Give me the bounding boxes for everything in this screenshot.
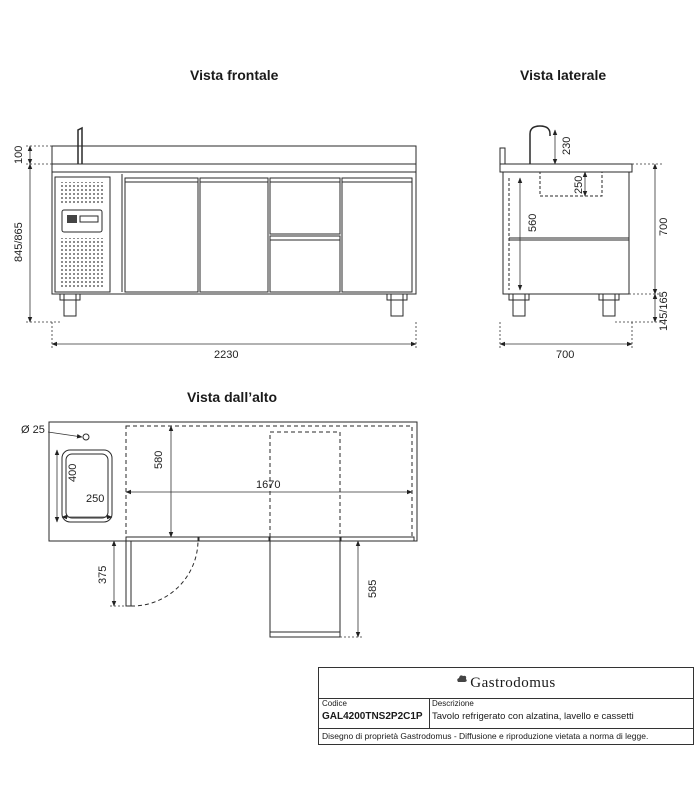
brand-name: Gastrodomus xyxy=(470,674,556,691)
side-body xyxy=(503,172,629,294)
side-foot-left xyxy=(513,294,525,316)
front-drawer-2 xyxy=(270,236,340,292)
top-dim-hole: Ø 25 xyxy=(21,424,45,436)
side-sink xyxy=(540,172,602,196)
top-dim-inner-depth: 580 xyxy=(153,450,165,469)
description-label: Descrizione xyxy=(432,699,474,708)
top-view xyxy=(49,422,417,637)
front-door-1 xyxy=(125,178,198,292)
front-foot-right xyxy=(391,294,403,316)
front-door-2 xyxy=(200,178,268,292)
side-dim-height: 700 xyxy=(658,217,670,236)
description-cell xyxy=(429,698,693,728)
code-label: Codice xyxy=(322,699,347,708)
code-value: GAL4200TNS2P2C1P xyxy=(322,711,423,722)
side-dim-feet: 145/165 xyxy=(658,291,670,331)
front-drawer-1 xyxy=(270,178,340,234)
top-dim-drawer-pull: 585 xyxy=(367,579,379,598)
side-upstand xyxy=(500,148,505,164)
top-dim-sink-width: 400 xyxy=(67,463,79,482)
front-worktop xyxy=(52,164,416,172)
chef-hat-icon xyxy=(456,674,468,684)
front-view-title: Vista frontale xyxy=(190,67,279,83)
side-view-title: Vista laterale xyxy=(520,67,607,83)
top-sink xyxy=(62,450,112,522)
side-dim-inner-height: 560 xyxy=(527,213,539,232)
front-vent-top xyxy=(60,182,105,204)
top-view-title: Vista dall’alto xyxy=(187,389,277,405)
front-foot-left xyxy=(64,294,76,316)
top-dim-sink-length: 250 xyxy=(86,493,105,505)
brand-logo xyxy=(319,668,693,699)
side-dim-tap: 230 xyxy=(561,136,573,155)
code-cell xyxy=(319,698,430,728)
front-dim-upstand: 100 xyxy=(13,145,25,164)
title-block-row xyxy=(319,698,693,729)
front-view xyxy=(52,128,416,316)
top-dim-door-swing: 375 xyxy=(97,565,109,584)
top-dim-inner-width: 1670 xyxy=(256,479,281,491)
title-block xyxy=(318,667,694,745)
front-upstand xyxy=(52,146,416,164)
top-drawer-open xyxy=(270,541,340,637)
ownership-notice: Disegno di proprietà Gastrodomus - Diffusione e riproduzione vietata a norma di legge. xyxy=(322,731,649,741)
top-worktop xyxy=(49,422,417,541)
description-value: Tavolo refrigerato con alzatina, lavello e cassetti xyxy=(432,711,634,722)
side-worktop xyxy=(500,164,632,172)
top-tap-hole xyxy=(83,434,89,440)
side-dim-sink-depth: 250 xyxy=(573,175,585,194)
front-vent-bottom xyxy=(60,238,105,288)
side-tap xyxy=(530,126,550,164)
top-drawer-extension xyxy=(270,432,340,537)
front-dim-height: 845/865 xyxy=(13,222,25,262)
top-door-arc xyxy=(131,541,198,606)
front-door-3 xyxy=(342,178,412,292)
side-foot-right xyxy=(603,294,615,316)
front-body xyxy=(52,172,416,294)
top-door-open xyxy=(126,541,131,606)
front-dim-width: 2230 xyxy=(214,349,239,361)
side-dim-depth: 700 xyxy=(556,349,575,361)
